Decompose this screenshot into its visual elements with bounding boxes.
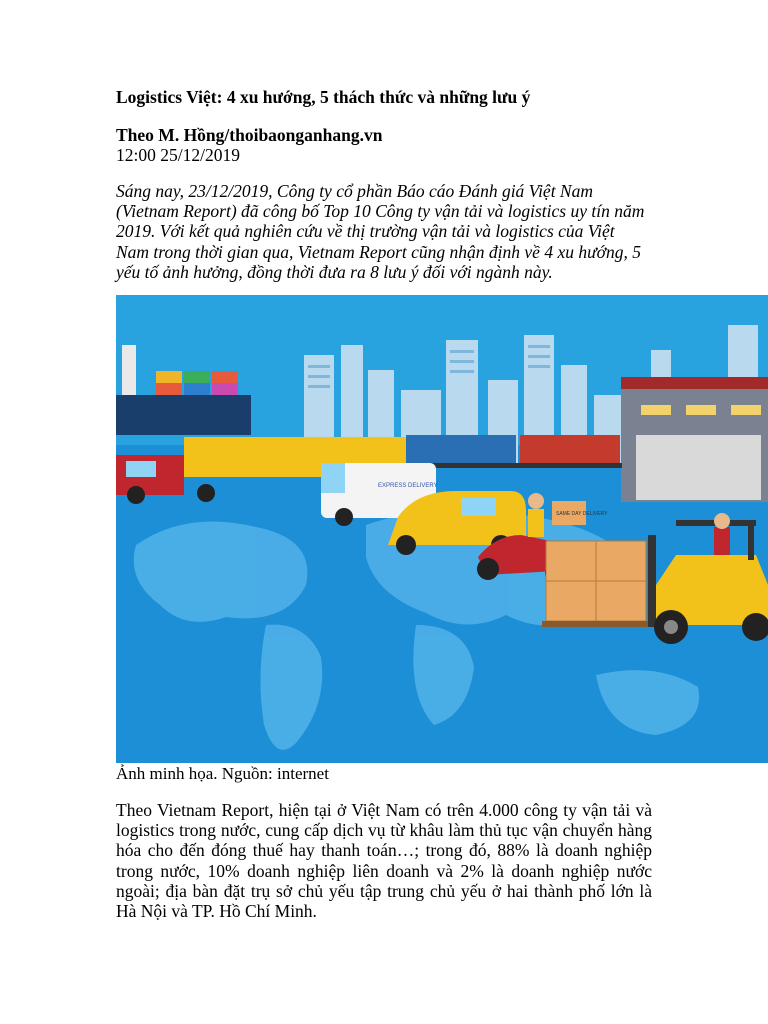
article-lead: Sáng nay, 23/12/2019, Công ty cổ phần Báo cáo Đánh giá Việt Nam (Vietnam Report) đã công bố Top 10 Công ty vận tải và logistics uy tín năm 2019. Với kết quả nghiên cứu về thị trường vận tải và logistics của Việt Nam trong thời gian qua, Vietnam Report cũng nhận định về 4 xu hướng, 5 yếu tố ảnh hưởng, đồng thời đưa ra 8 lưu ý đối với ngành này. <box>116 181 645 282</box>
article-datetime: 12:00 25/12/2019 <box>116 145 240 165</box>
van-label: EXPRESS DELIVERY <box>378 483 438 489</box>
warehouse <box>621 377 768 502</box>
article-title: Logistics Việt: 4 xu hướng, 5 thách thức và những lưu ý <box>116 87 531 107</box>
logistics-illustration <box>116 295 768 763</box>
freight-train <box>406 435 622 468</box>
article-byline: Theo M. Hồng/thoibaonganhang.vn <box>116 125 383 145</box>
cargo-boxes <box>546 541 646 621</box>
article-body: Theo Vietnam Report, hiện tại ở Việt Nam có trên 4.000 công ty vận tải và logistics trong nước, cung cấp dịch vụ từ khâu làm thủ tục vận chuyển hàng hóa cho đến đóng thuế hay thanh toán…; trong đó, 88% là doanh nghiệp trong nước, 10% doanh nghiệp liên doanh và 2% là doanh nghiệp nước ngoài; địa bàn đặt trụ sở chủ yếu tập trung chủ yếu ở hai thành phố lớn là Hà Nội và TP. Hồ Chí Minh. <box>116 800 652 922</box>
box-label: SAME DAY DELIVERY <box>556 511 608 517</box>
image-caption: Ảnh minh họa. Nguồn: internet <box>116 764 329 783</box>
